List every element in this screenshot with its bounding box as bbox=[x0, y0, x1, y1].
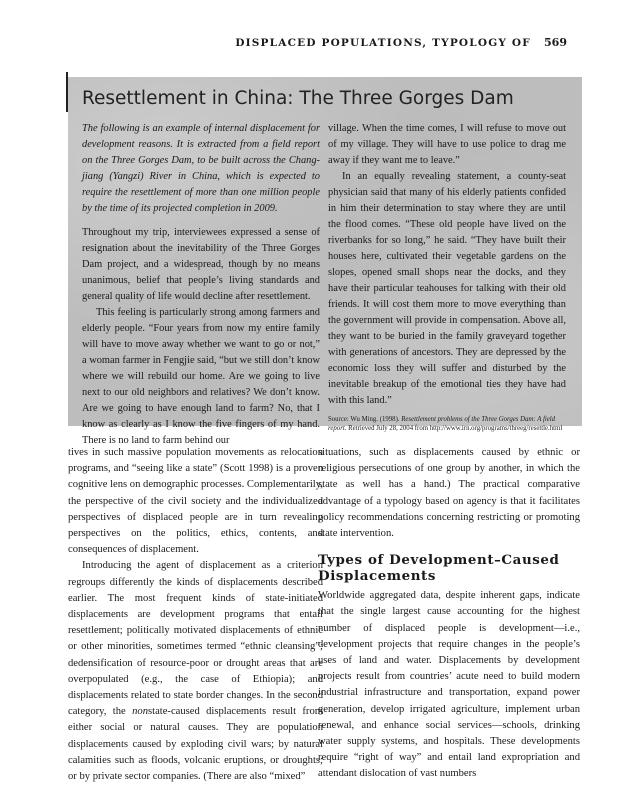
body-paragraph: situations, such as displacements caused by ethnic or religious persecutions of one group by another, in which the state as well has a hand.) The practical comparative advantage of a typology based on agency is that it facilitates policy recommendations concerning restricting or promoting state intervention. bbox=[318, 447, 580, 540]
body-paragraph: Worldwide aggregated data, despite inherent gaps, indicate that the single largest cause accounting for the highest number of displaced people is development—i.e., development projects that require changes in the people’s uses of land and water. Displacements by development projects result from countries’ acute need to build modern industrial infrastructure and transportation, expand power generation, develop irrigated agriculture, implement urban renewal, and enhance social services—schools, drinking water supply systems, and hospitals. These developments require “right of way” and entail land expropriation and attendant dislocation of vast numbers bbox=[318, 590, 580, 780]
sidebar-source bbox=[328, 415, 566, 433]
body-paragraph: tives in such massive population movements as relocation programs, and “seeing like a state” (Scott 1998) is a proven cognitive lens on demographic processes. Complementarily, the perspective of the civil society and the individualized perspectives of displaced people are in turn revealing perspectives on the politics, ethics, contents, and consequences of displacement. bbox=[68, 447, 323, 556]
sidebar-left-column bbox=[82, 121, 320, 449]
sidebar-box bbox=[68, 77, 582, 446]
sidebar-paragraph: village. When the time comes, I will refuse to move out of my village. They will have to use police to drag me away if they want me to leave.” bbox=[328, 123, 566, 166]
body-emphasis: non bbox=[132, 706, 148, 718]
source-link: Retrieved July 28, 2004 from http://www.irn.org/programs/threeg/resettle.html bbox=[346, 425, 563, 432]
body-left-column bbox=[68, 445, 323, 785]
sidebar-paragraph: Throughout my trip, interviewees expressed a sense of resignation about the inevitability of the Three Gorges Dam project, and a widespread, though by no means unanimous, belief that people’s living standards and general quality of life would decline after resettlement. bbox=[82, 227, 320, 302]
section-heading: Types of Development–Caused Displacements bbox=[318, 552, 560, 585]
sidebar-intro: The following is an example of internal displacement for development reasons. It is extracted from a field report on the Three Gorges Dam, to be built across the Chang-jiang (Yangzi) River in China, which is expected to require the resettlement of more than one million people by the time of its projected completion in 2009. bbox=[82, 123, 320, 214]
sidebar-title: Resettlement in China: The Three Gorges Dam bbox=[82, 88, 514, 109]
running-head-title: DISPLACED POPULATIONS, TYPOLOGY OF bbox=[235, 37, 531, 49]
sidebar-paragraph: This feeling is particularly strong among farmers and elderly people. “Four years from now my entire family will have to move away whether we want to go or not,” a woman farmer in Fengjie said, “but we still don’t know where we will rebuild our home. Are we going to live next to our old neighbors and relatives? We don’t know. Are we going to have enough land to farm? No, that I know as clearly as I know the five fingers of my hand. There is no land to farm behind our bbox=[82, 307, 320, 446]
sidebar-right-column bbox=[328, 121, 566, 433]
source-title: Resettlement problems of the Three Gorges Dam: A field report. bbox=[328, 416, 556, 432]
body-text: state-caused displacements result from either social or natural causes. They are population displacements caused by exploding civil wars; by natural calamities such as floods, volcanic eruptions, or droughts; or by private sector companies. (There are also “mixed” bbox=[68, 706, 323, 783]
body-right-column bbox=[318, 445, 580, 783]
body-text: Introducing the agent of displacement as a criterion regroups differently the kinds of displacements described earlier. The most frequent kinds of state-initiated displacements are development programs that entail resettlement; politically motivated displacements of ethnic or other minorities, sometimes termed “ethnic cleansing”; dedensification of resource-poor or drought areas that are overpopulated (e.g., the case of Ethiopia); and displacements related to state border changes. In the second category, the bbox=[68, 560, 323, 718]
body-paragraph bbox=[68, 558, 323, 785]
page-number: 569 bbox=[544, 36, 567, 49]
source-prefix: Source: Wu Ming. (1998). bbox=[328, 416, 402, 423]
running-head bbox=[235, 36, 567, 49]
sidebar-paragraph: In an equally revealing statement, a county-seat physician said that many of his elderly patients confided in him their determination to stay where they are until the flood comes. “These old people have lived on the riverbanks for so long,” he said. “They have built their houses here, cultivated their vegetable gardens on the slopes, opened small shops near the docks, and they have their particular teahouses for talking with their old friends. It will cost them more to move everything than the government will provide in compensation. Above all, they want to be buried in the family graveyard together with generations of ancestors. They are depressed by the economic loss they will suffer and disturbed by the inevitable breakup of the emotional ties they have had with this land.” bbox=[328, 171, 566, 406]
